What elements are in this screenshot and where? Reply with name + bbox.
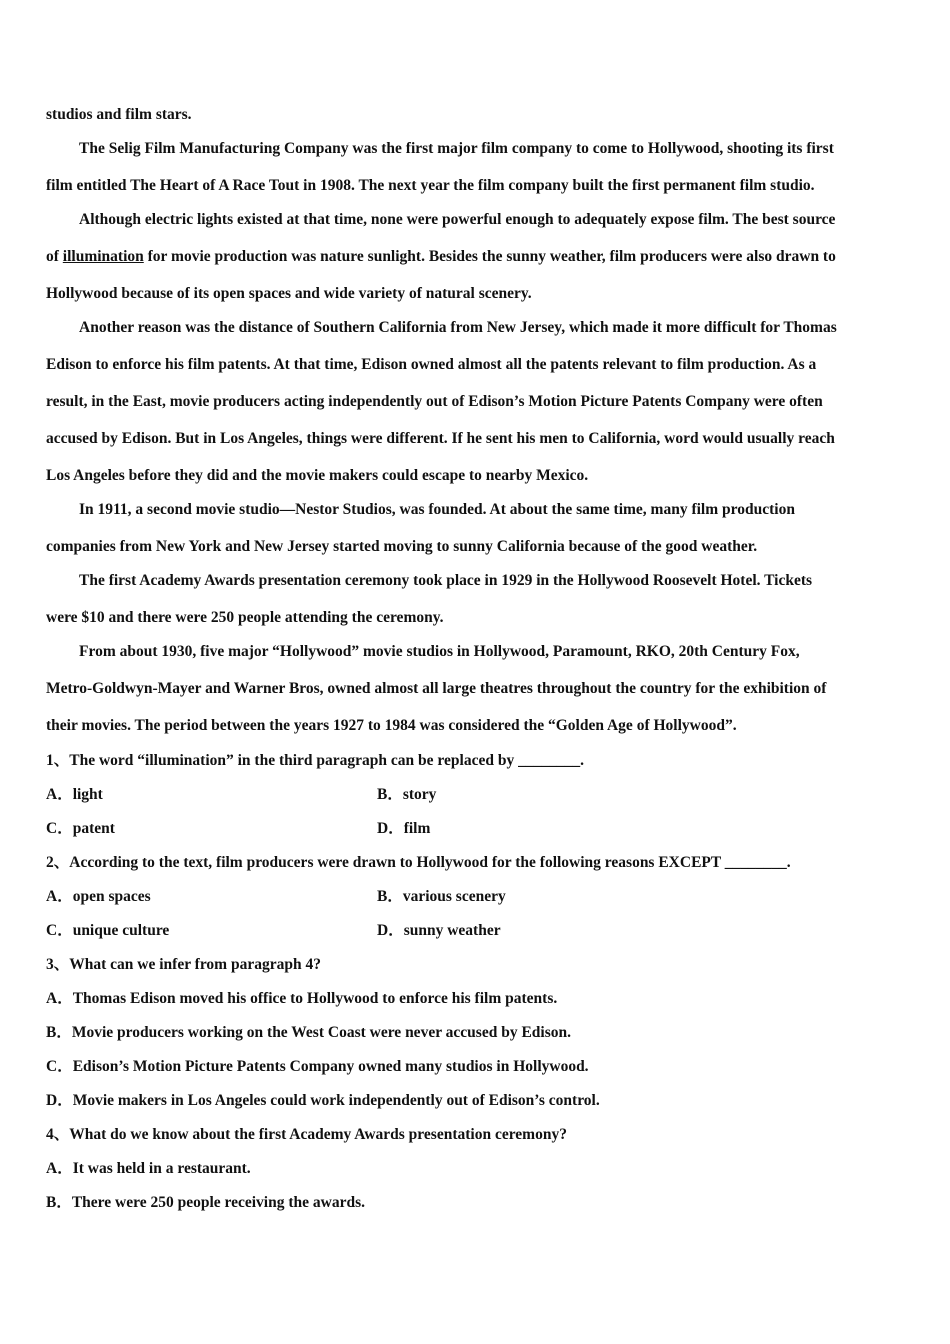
document-page — [46, 96, 906, 1220]
option-a: A．Thomas Edison moved his office to Hollywood to enforce his film patents. — [46, 990, 558, 1007]
passage-line: Los Angeles before they did and the movie makers could escape to nearby Mexico. — [46, 467, 589, 484]
option-row — [46, 812, 906, 846]
question-stem: 1、The word “illumination” in the third paragraph can be replaced by ________. — [46, 752, 584, 769]
questions — [46, 744, 906, 1220]
passage-line: In 1911, a second movie studio—Nestor Studios, was founded. At about the same time, many film production — [79, 501, 795, 518]
text-segment: of — [46, 248, 63, 265]
paragraph-edison — [46, 309, 906, 494]
passage-line: accused by Edison. But in Los Angeles, things were different. If he sent his men to California, word would usually reach — [46, 430, 835, 447]
paragraph-selig — [46, 130, 906, 204]
paragraph-nestor — [46, 491, 906, 565]
option-b: B．story — [377, 786, 437, 803]
passage — [46, 96, 906, 744]
passage-line: Although electric lights existed at that time, none were powerful enough to adequately expose film. The best source — [79, 211, 836, 228]
paragraph-illumination — [46, 201, 906, 312]
passage-line: studios and film stars. — [46, 106, 192, 123]
passage-line: their movies. The period between the years 1927 to 1984 was considered the “Golden Age of Hollywood”. — [46, 717, 737, 734]
paragraph-academy — [46, 562, 906, 636]
option-b: B．Movie producers working on the West Coast were never accused by Edison. — [46, 1024, 571, 1041]
option-row — [46, 914, 906, 948]
passage-line: Metro-Goldwyn-Mayer and Warner Bros, owned almost all large theatres throughout the country for the exhibition of — [46, 680, 827, 697]
option-row — [46, 778, 906, 812]
option-a: A．open spaces — [46, 888, 151, 905]
passage-line: Another reason was the distance of Southern California from New Jersey, which made it more difficult for Thomas — [79, 319, 837, 336]
option-b: B．There were 250 people receiving the awards. — [46, 1194, 365, 1211]
underlined-word-illumination: illumination — [62, 248, 144, 265]
option-c: C．patent — [46, 820, 115, 837]
passage-line: film entitled The Heart of A Race Tout in 1908. The next year the film company built the first permanent film studio. — [46, 177, 815, 194]
question-1 — [46, 744, 906, 846]
option-b: B．various scenery — [377, 888, 506, 905]
option-d: D．sunny weather — [377, 922, 501, 939]
passage-line: From about 1930, five major “Hollywood” movie studios in Hollywood, Paramount, RKO, 20th Century Fox, — [79, 643, 800, 660]
passage-line — [46, 238, 906, 275]
option-d: D．Movie makers in Los Angeles could work independently out of Edison’s control. — [46, 1092, 600, 1109]
option-c: C．unique culture — [46, 922, 170, 939]
passage-line: companies from New York and New Jersey started moving to sunny California because of the good weather. — [46, 538, 758, 555]
passage-line: The Selig Film Manufacturing Company was the first major film company to come to Hollywood, shooting its first — [79, 140, 834, 157]
option-row — [46, 880, 906, 914]
question-stem: 4、What do we know about the first Academy Awards presentation ceremony? — [46, 1126, 567, 1143]
option-a: A．light — [46, 786, 103, 803]
question-stem: 3、What can we infer from paragraph 4? — [46, 956, 321, 973]
passage-line: Hollywood because of its open spaces and wide variety of natural scenery. — [46, 285, 532, 302]
question-2 — [46, 846, 906, 948]
question-4 — [46, 1118, 906, 1220]
passage-line: The first Academy Awards presentation ceremony took place in 1929 in the Hollywood Roosevelt Hotel. Tickets — [79, 572, 813, 589]
passage-line: were $10 and there were 250 people attending the ceremony. — [46, 609, 444, 626]
passage-line: Edison to enforce his film patents. At that time, Edison owned almost all the patents relevant to film production. As a — [46, 356, 817, 373]
option-c: C．Edison’s Motion Picture Patents Company owned many studios in Hollywood. — [46, 1058, 589, 1075]
option-a: A．It was held in a restaurant. — [46, 1160, 251, 1177]
paragraph-golden-age — [46, 633, 906, 744]
passage-line: result, in the East, movie producers acting independently out of Edison’s Motion Picture Patents Company were often — [46, 393, 823, 410]
text-segment: for movie production was nature sunlight. Besides the sunny weather, film producers were also drawn to — [143, 248, 836, 265]
question-3 — [46, 948, 906, 1118]
option-d: D．film — [377, 820, 431, 837]
question-stem: 2、According to the text, film producers were drawn to Hollywood for the following reasons EXCEPT ________. — [46, 854, 791, 871]
